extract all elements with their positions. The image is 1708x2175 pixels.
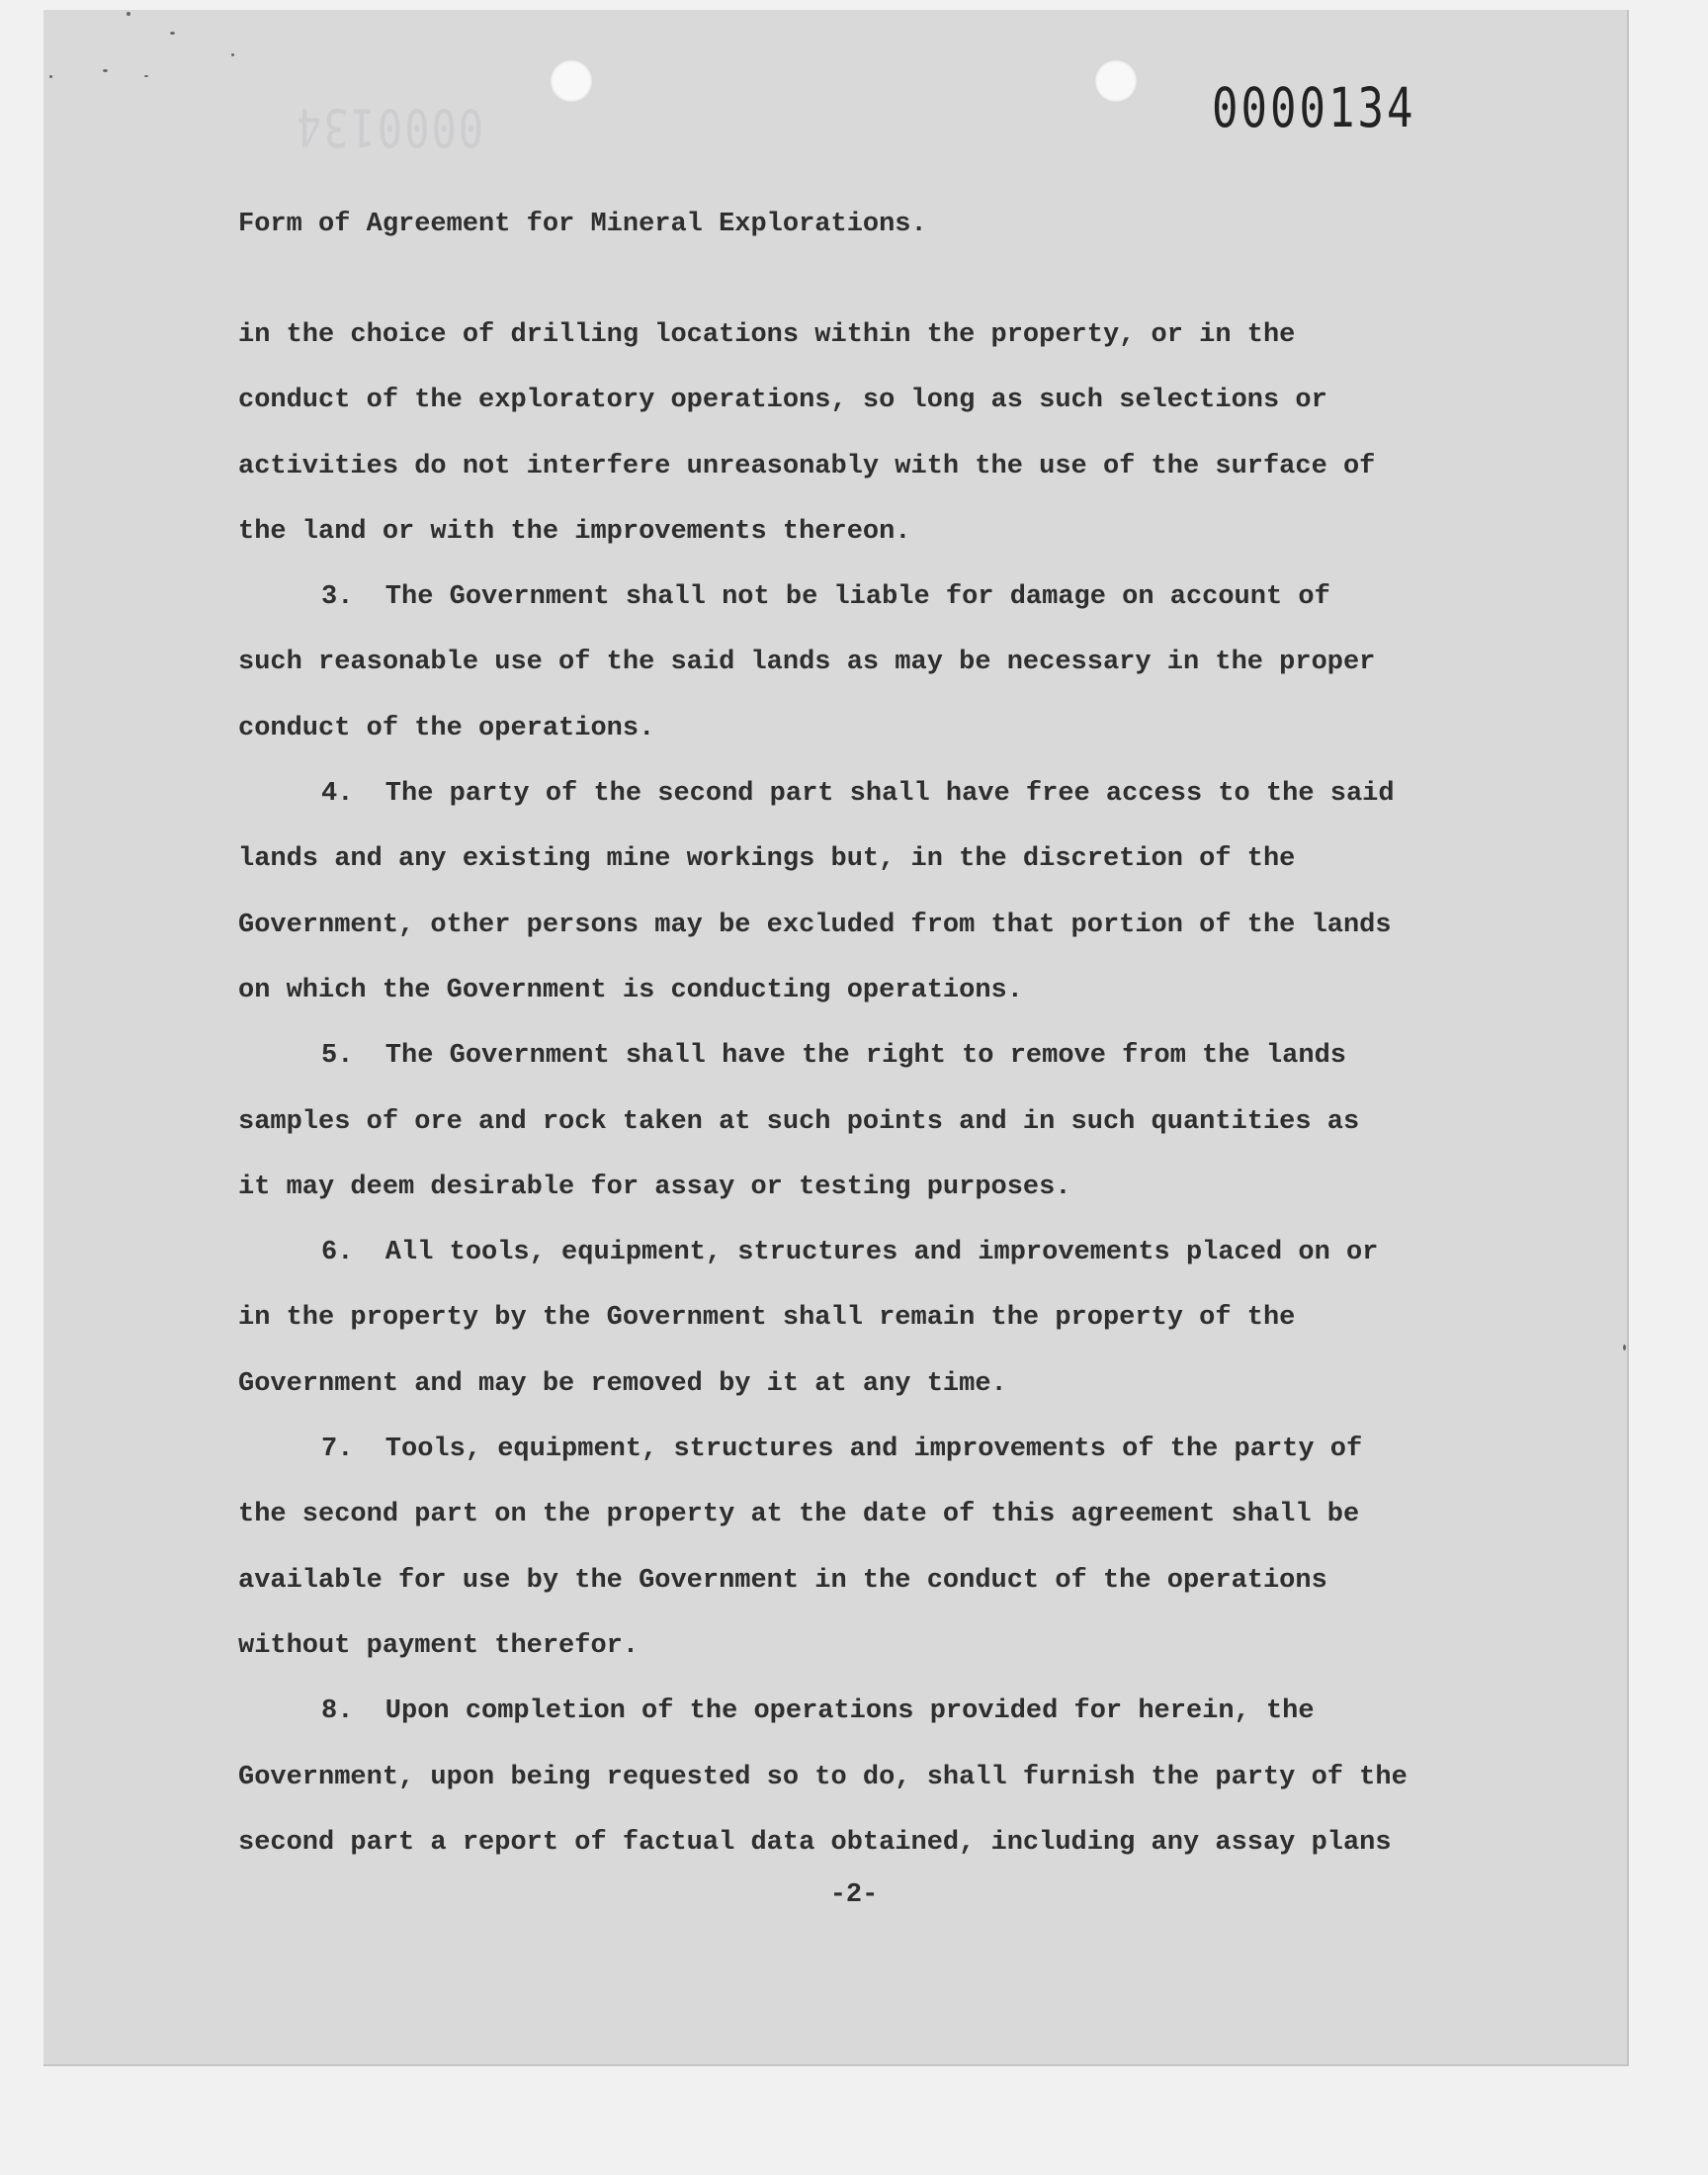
document-number: 0000134 <box>1212 77 1416 140</box>
text-line: samples of ore and rock taken at such points and in such quantities as <box>238 1106 1360 1137</box>
text-line: in the property by the Government shall remain the property of the <box>238 1303 1296 1334</box>
body-text <box>238 303 1484 1875</box>
paragraph-7-start: 7. Tools, equipment, structures and improvements of the party of <box>321 1435 1363 1465</box>
text-line: Government, other persons may be excluded from that portion of the lands <box>238 910 1392 940</box>
bleed-through-number: 0000134 <box>295 96 484 158</box>
running-header: Form of Agreement for Mineral Explorations. <box>238 210 927 239</box>
text-line: Government and may be removed by it at any time. <box>238 1368 1007 1399</box>
text-line: second part a report of factual data obtained, including any assay plans <box>238 1827 1392 1858</box>
text-line: the land or with the improvements thereon. <box>238 516 911 547</box>
page-number: -2- <box>829 1880 879 1910</box>
text-line: activities do not interfere unreasonably with the use of the surface of <box>238 451 1376 481</box>
text-line: the second part on the property at the date of this agreement shall be <box>238 1500 1360 1530</box>
text-line: without payment therefor. <box>238 1630 640 1661</box>
text-line: lands and any existing mine workings but, in the discretion of the <box>238 844 1296 875</box>
text-line: in the choice of drilling locations within the property, or in the <box>238 320 1296 350</box>
text-line: available for use by the Government in the conduct of the operations <box>238 1565 1327 1596</box>
punch-hole-right <box>1094 59 1138 103</box>
text-line: such reasonable use of the said lands as may be necessary in the proper <box>238 648 1376 678</box>
text-line: conduct of the exploratory operations, so long as such selections or <box>238 386 1327 416</box>
paragraph-5-start: 5. The Government shall have the right to remove from the lands <box>321 1041 1346 1072</box>
paragraph-8-start: 8. Upon completion of the operations provided for herein, the <box>321 1696 1315 1727</box>
text-line: it may deem desirable for assay or testing purposes. <box>238 1172 1071 1202</box>
punch-hole-left <box>550 59 593 103</box>
paragraph-3-start: 3. The Government shall not be liable for damage on account of <box>321 582 1330 613</box>
text-line: on which the Government is conducting operations. <box>238 975 1023 1005</box>
paragraph-4-start: 4. The party of the second part shall have free access to the said <box>321 779 1395 810</box>
text-line: conduct of the operations. <box>238 713 655 743</box>
text-line: Government, upon being requested so to do, shall furnish the party of the <box>238 1762 1408 1792</box>
paragraph-6-start: 6. All tools, equipment, structures and improvements placed on or <box>321 1238 1379 1268</box>
